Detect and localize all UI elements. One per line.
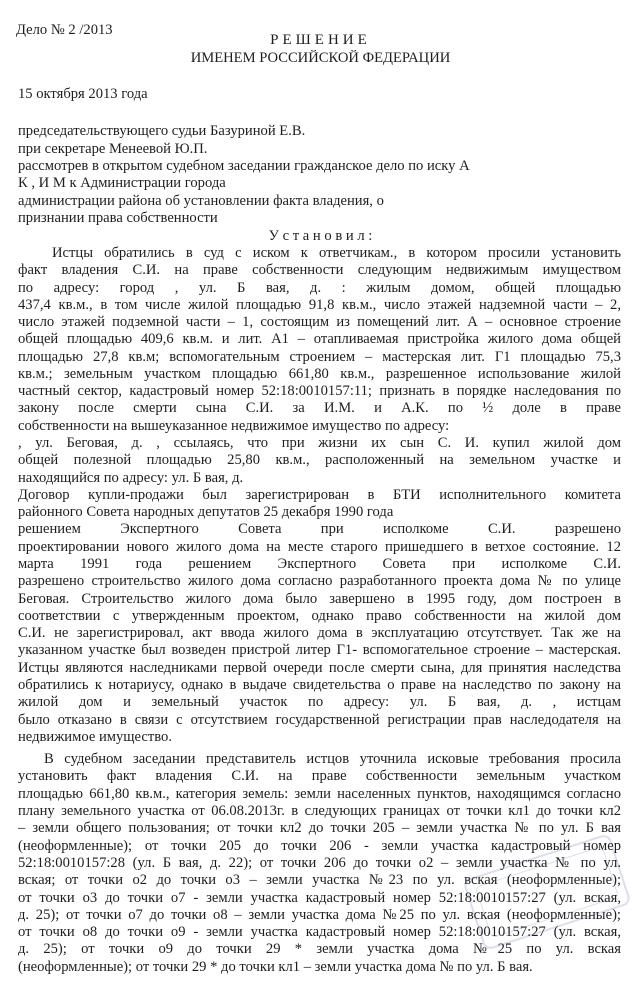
body-line: собственности на вышеуказанное недвижимое имущество по адресу:: [18, 418, 450, 434]
body-line: соответствии с утвержденным проектом, однако право собственности на жилой дом: [18, 608, 621, 624]
body-line: Истцы являются наследниками первой очереди после смерти сына, для принятия наследства: [18, 660, 621, 676]
body-line: недвижимое имущество.: [18, 729, 172, 745]
body-line: 437,4 кв.м., в том числе жилой площадью 91,8 кв.м., число этажей надземной части – 2,: [18, 297, 621, 313]
body-line: Договор купли-продажи был зарегистрирован в БТИ исполнительного комитета: [18, 487, 621, 503]
body-line: находящийся по адресу: ул. Б вая, д.: [18, 470, 244, 486]
session-line: от точки о8 до точки о9 - земли участка кадастровый номер 52:18:0010157:27 (ул. вская,: [18, 924, 621, 940]
decision-date: 15 октября 2013 года: [18, 86, 148, 102]
session-line: 52:18:0010157:28 (ул. Б вая, д. 22); от точки 206 до точки о2 – земли участка № по ул.: [18, 855, 621, 871]
body-line: частный сектор, кадастровый номер 52:18:0010157:11; признать в порядке наследования по: [18, 383, 621, 399]
body-line: было отказано в связи с отсутствием государственной регистрации прав наследодателя на: [18, 712, 621, 728]
intro-line: К , И М к Администрации города: [18, 175, 226, 191]
body-line: факт владения С.И. на праве собственности следующим недвижимым имуществом: [18, 262, 621, 278]
decision-title: РЕШЕНИЕ: [270, 32, 371, 48]
session-line: площадью 661,80 кв.м., категория земель: земли населенных пунктов, находящимся согласно: [18, 786, 621, 802]
session-line: д. 25); от точки о9 до точки 29 * земли участка дома №25 по ул. вская: [18, 941, 621, 957]
session-line: от точки о3 до точки о7 - земли участка кадастровый номер 52:18:0010157:27 (ул. вская,: [18, 890, 621, 906]
session-line: – земли общего пользования; от точки кл2 до точки 205 – земли участка № по ул. Б вая: [18, 820, 621, 836]
session-line: вская; от точки о2 до точки о3 – земли участка №23 по ул. вская (неоформленные);: [18, 872, 621, 888]
intro-line: председательствующего судьи Базуриной Е.В.: [18, 123, 306, 139]
body-line: по адресу: город , ул. Б вая, д. : жилым домом, общей площадью: [18, 280, 621, 296]
intro-line: признании права собственности: [18, 210, 218, 226]
session-line: установить факт владения С.И. на праве собственности земельным участком: [18, 768, 621, 784]
case-number: Дело № 2 /2013: [16, 22, 113, 38]
body-line: кв.м.; земельным участком площадью 661,80 кв.м., разрешенное использование жилой: [18, 366, 621, 382]
session-line: (неоформленные); от точки 29 * до точки кл1 – земли участка дома № по ул. Б вая.: [18, 959, 533, 975]
body-line: закону после смерти сына С.И. за И.М. и А.К. по ½ доле в праве: [18, 400, 621, 416]
body-line: марта 1991 года решением Экспертного Совета при исполкоме С.И.: [18, 556, 621, 572]
body-line: , ул. Беговая, д. , ссылаясь, что при жизни их сын С. И. купил жилой дом: [18, 435, 621, 451]
body-line: площадью 27,8 кв.м; вспомогательным строением – мастерская лит. Г1 площадью 75,3: [18, 349, 621, 365]
body-line: проектировании нового жилого дома на месте старого пришедшего в ветхое состояние. 12: [18, 539, 621, 555]
body-line: решением Экспертного Совета при исполкоме С.И. разрешено: [18, 521, 621, 537]
body-line: С.И. не зарегистрировал, акт ввода жилого дома в эксплуатацию отсутствует. Так же на: [18, 625, 621, 641]
decision-subtitle: ИМЕНЕМ РОССИЙСКОЙ ФЕДЕРАЦИИ: [190, 50, 451, 66]
body-line: общей полезной площадью 25,80 кв.м., расположенный на земельном участке и: [18, 452, 621, 468]
session-line: д. 25); от точки о7 до точки о8 – земли участка дома №25 по ул. вская (неоформленные);: [18, 907, 621, 923]
body-line: указанном участке был возведен пристрой литер Г1- вспомогательное строение – мастерская.: [18, 642, 621, 658]
body-line: районного Совета народных депутатов 25 декабря 1990 года: [18, 504, 394, 520]
session-line: В судебном заседании представитель истцов уточнила исковые требования просила: [44, 751, 621, 767]
intro-line: администрации района об установлении факта владения, о: [18, 193, 384, 209]
body-line: Истцы обратились в суд с иском к ответчикам., в котором просили установить: [52, 245, 621, 261]
session-line: (неоформленные); от точки 205 до точки 206 - земли участка кадастровый номер: [18, 838, 621, 854]
intro-line: при секретаре Менеевой Ю.П.: [18, 141, 208, 157]
session-line: плану земельного участка от 06.08.2013г. в следующих границах от точки кл1 до точки кл2: [18, 803, 621, 819]
body-line: разрешено строительство жилого дома согласно разработанного проекта дома № по улице: [18, 573, 621, 589]
body-line: Беговая. Строительство жилого дома было завершено в 1995 году, дом построен в: [18, 591, 621, 607]
body-line: жилой дом и земельный участок по адресу: ул. Б вая, д. , истцам: [18, 694, 621, 710]
body-line: общей площадью 409,6 кв.м. и лит. А1 – отапливаемая пристройка жилого дома общей: [18, 331, 621, 347]
body-line: число этажей подземной части – 1, состоящим из помещений лит. А – основное строение: [18, 314, 621, 330]
intro-line: рассмотрев в открытом судебном заседании гражданское дело по иску А: [18, 158, 470, 174]
established-heading: У с т а н о в и л :: [268, 228, 373, 244]
body-line: обратились к нотариусу, однако в выдаче свидетельства о праве на наследство по закону на: [18, 677, 621, 693]
